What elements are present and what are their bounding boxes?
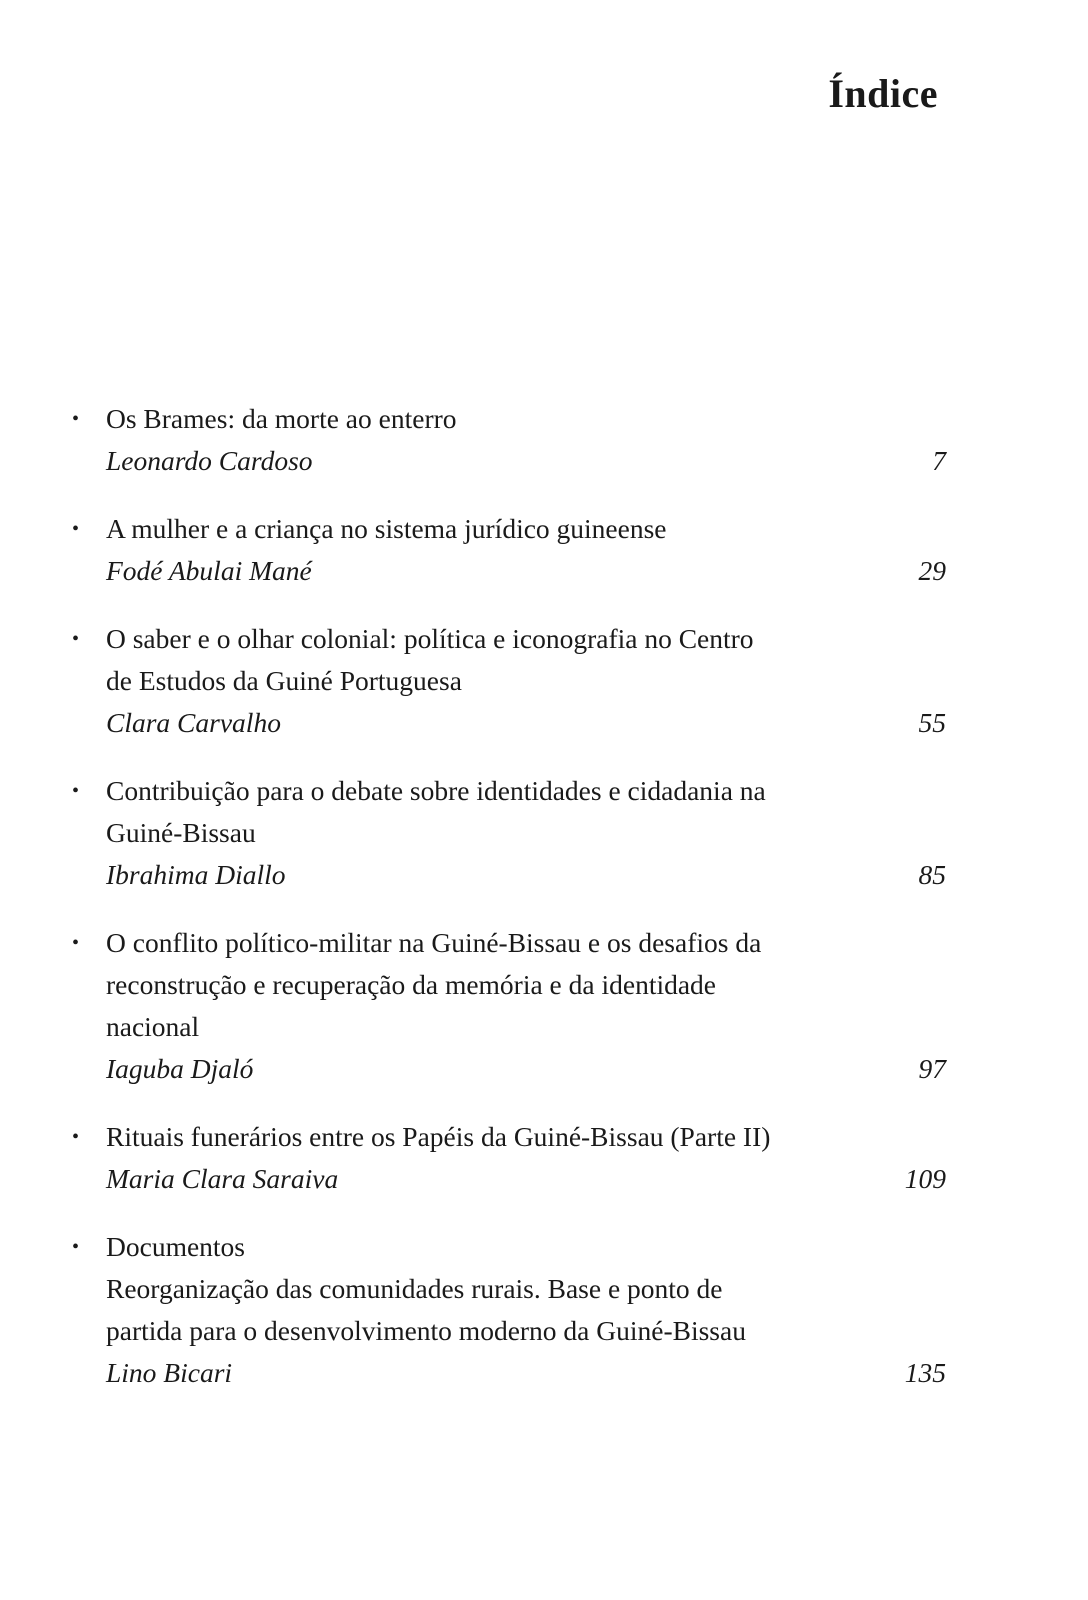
toc-entry — [68, 508, 946, 592]
entry-author: Maria Clara Saraiva — [106, 1163, 339, 1194]
page-title: Índice — [828, 71, 938, 116]
toc-entry — [68, 618, 946, 744]
bullet-icon: • — [72, 1126, 80, 1148]
entry-title-line: O saber e o olhar colonial: política e iconografia no Centro — [106, 623, 754, 654]
page-number: 97 — [918, 1053, 946, 1084]
entry-author: Clara Carvalho — [106, 707, 281, 738]
entry-title-line: Os Brames: da morte ao enterro — [106, 403, 457, 434]
entry-title-line: Guiné-Bissau — [106, 817, 256, 848]
bullet-icon: • — [72, 518, 80, 540]
page-number: 29 — [918, 555, 946, 586]
page-number: 85 — [918, 859, 946, 890]
entry-title-line: A mulher e a criança no sistema jurídico guineense — [106, 513, 667, 544]
entry-author: Lino Bicari — [106, 1357, 233, 1388]
entry-title-line: nacional — [106, 1011, 200, 1042]
author-row — [106, 550, 946, 592]
toc-entry — [68, 770, 946, 896]
toc-entry — [68, 1116, 946, 1200]
entry-title-line: O conflito político-militar na Guiné-Bissau e os desafios da — [106, 927, 762, 958]
entry-title-line: de Estudos da Guiné Portuguesa — [106, 665, 462, 696]
entry-title-line: reconstrução e recuperação da memória e da identidade — [106, 969, 717, 1000]
author-row — [106, 1352, 946, 1394]
bullet-icon: • — [72, 932, 80, 954]
entry-title-line: Contribuição para o debate sobre identidades e cidadania na — [106, 775, 766, 806]
toc-entry — [68, 1226, 946, 1394]
bullet-icon: • — [72, 1236, 80, 1258]
entry-author: Fodé Abulai Mané — [106, 555, 312, 586]
toc-entry — [68, 398, 946, 482]
table-of-contents — [68, 398, 946, 1394]
page-number: 109 — [904, 1163, 946, 1194]
author-row — [106, 1158, 946, 1200]
toc-entry — [68, 922, 946, 1090]
entry-author: Leonardo Cardoso — [106, 445, 313, 476]
bullet-icon: • — [72, 780, 80, 802]
author-row — [106, 1048, 946, 1090]
entry-title-line: Rituais funerários entre os Papéis da Guiné-Bissau (Parte II) — [106, 1121, 771, 1152]
entry-author: Iaguba Djaló — [106, 1053, 254, 1084]
entry-title-line: Documentos — [106, 1231, 246, 1262]
author-row — [106, 702, 946, 744]
author-row — [106, 440, 946, 482]
page-number: 55 — [918, 707, 946, 738]
entry-title-line: partida para o desenvolvimento moderno da Guiné-Bissau — [106, 1315, 746, 1346]
author-row — [106, 854, 946, 896]
bullet-icon: • — [72, 408, 80, 430]
entry-title-line: Reorganização das comunidades rurais. Base e ponto de — [106, 1273, 723, 1304]
bullet-icon: • — [72, 628, 80, 650]
page-number: 7 — [932, 445, 946, 476]
entry-author: Ibrahima Diallo — [106, 859, 286, 890]
page-number: 135 — [904, 1357, 946, 1388]
